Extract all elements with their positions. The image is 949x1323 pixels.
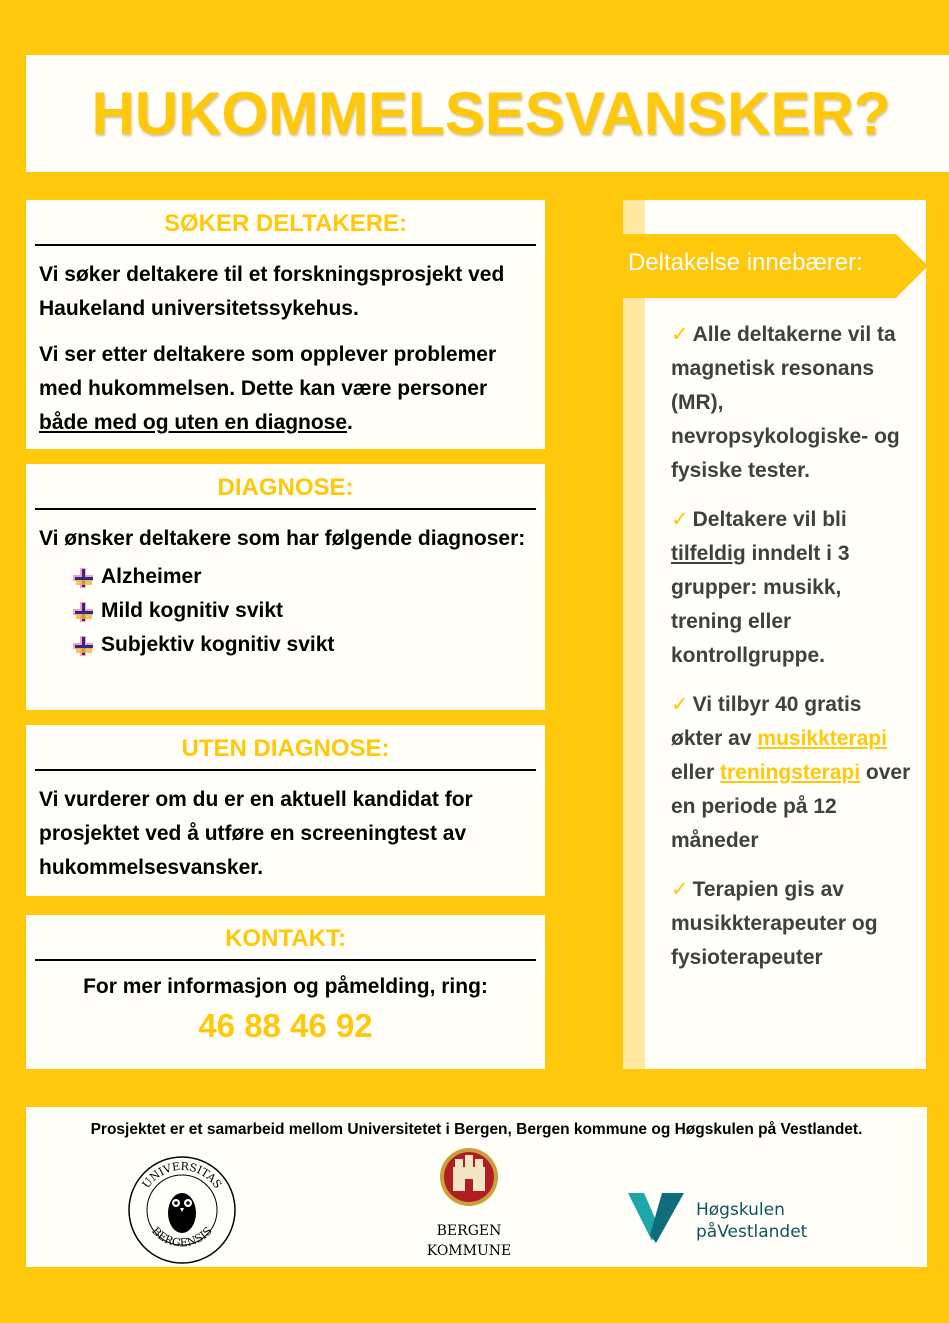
- seeking-paragraph-1: Vi søker deltakere til et forskningsprosjekt ved Haukeland universitetssykehus.: [39, 263, 505, 320]
- seeking-heading: SØKER DELTAKERE:: [163, 210, 408, 237]
- list-item: ✓ Vi tilbyr 40 gratis økter av musikkterapi eller treningsterapi over en periode på 12 måneder: [671, 693, 911, 852]
- seeking-card: [26, 200, 545, 449]
- underlined-phrase: både med og uten en diagnose: [39, 411, 348, 434]
- panel-stripe: [623, 200, 645, 1069]
- list-item: ✓ Alle deltakerne vil ta magnetisk resonans (MR), nevropsykologiske- og fysiske tester.: [671, 323, 900, 482]
- footer: [26, 1107, 927, 1267]
- diagnosis-card: [26, 464, 545, 710]
- page-title: HUKOMMELSESVANSKER?: [91, 80, 891, 147]
- participation-list: [671, 318, 916, 990]
- svg-text:BERGEN: BERGEN: [436, 1223, 502, 1239]
- diagnosis-heading: DIAGNOSE:: [217, 474, 354, 501]
- uib-seal-logo: [127, 1155, 237, 1265]
- no-diagnosis-heading: UTEN DIAGNOSE:: [181, 735, 390, 762]
- diagnosis-list: [39, 560, 532, 662]
- title-banner: [26, 55, 949, 172]
- svg-text:KOMMUNE: KOMMUNE: [426, 1243, 512, 1259]
- cross-bullet-icon: [71, 600, 99, 622]
- footer-text: Prosjektet er et samarbeid mellom Universitetet i Bergen, Bergen kommune og Høgskulen på Vestlandet.: [90, 1121, 863, 1138]
- no-diagnosis-card: [26, 725, 545, 896]
- exercise-therapy-link[interactable]: treningsterapi: [720, 761, 861, 784]
- contact-text: For mer informasjon og påmelding, ring:: [83, 975, 488, 998]
- participation-heading: Deltakelse innebærer:: [628, 249, 863, 276]
- check-icon: ✓: [671, 323, 689, 346]
- svg-text:Høgskulen: Høgskulen: [696, 1200, 785, 1220]
- diagnosis-intro: Vi ønsker deltakere som har følgende diagnoser:: [39, 527, 526, 550]
- svg-text:UNIVERSITAS: UNIVERSITAS: [139, 1159, 225, 1191]
- list-item: ✓ Deltakere vil bli tilfeldig inndelt i 3 grupper: musikk, trening eller kontrollgruppe.: [671, 508, 850, 667]
- contact-card: [26, 915, 545, 1069]
- svg-text:påVestlandet: påVestlandet: [696, 1222, 808, 1242]
- no-diagnosis-text: Vi vurderer om du er en aktuell kandidat for prosjektet ved å utføre en screeningtest av hukommelsesvansker.: [39, 788, 473, 879]
- music-therapy-link[interactable]: musikkterapi: [757, 727, 887, 750]
- svg-text:BERGENSIS: BERGENSIS: [149, 1224, 215, 1250]
- hvl-logo: [626, 1187, 846, 1247]
- check-icon: ✓: [671, 878, 689, 901]
- contact-heading: KONTAKT:: [225, 925, 346, 952]
- cross-bullet-icon: [71, 566, 99, 588]
- seeking-paragraph-2: Vi ser etter deltakere som opplever problemer med hukommelsen. Dette kan være personer både med og uten en diagnose.: [39, 343, 497, 434]
- list-item: ✓ Terapien gis av musikkterapeuter og fysioterapeuter: [671, 878, 878, 969]
- list-item: Subjektiv kognitiv svikt: [71, 628, 532, 662]
- cross-bullet-icon: [71, 634, 99, 656]
- list-item: Mild kognitiv svikt: [71, 594, 532, 628]
- check-icon: ✓: [671, 693, 689, 716]
- bergen-kommune-logo: [409, 1147, 529, 1263]
- list-item: Alzheimer: [71, 560, 532, 594]
- phone-number[interactable]: 46 88 46 92: [198, 1007, 373, 1044]
- check-icon: ✓: [671, 508, 689, 531]
- divider: [35, 959, 536, 961]
